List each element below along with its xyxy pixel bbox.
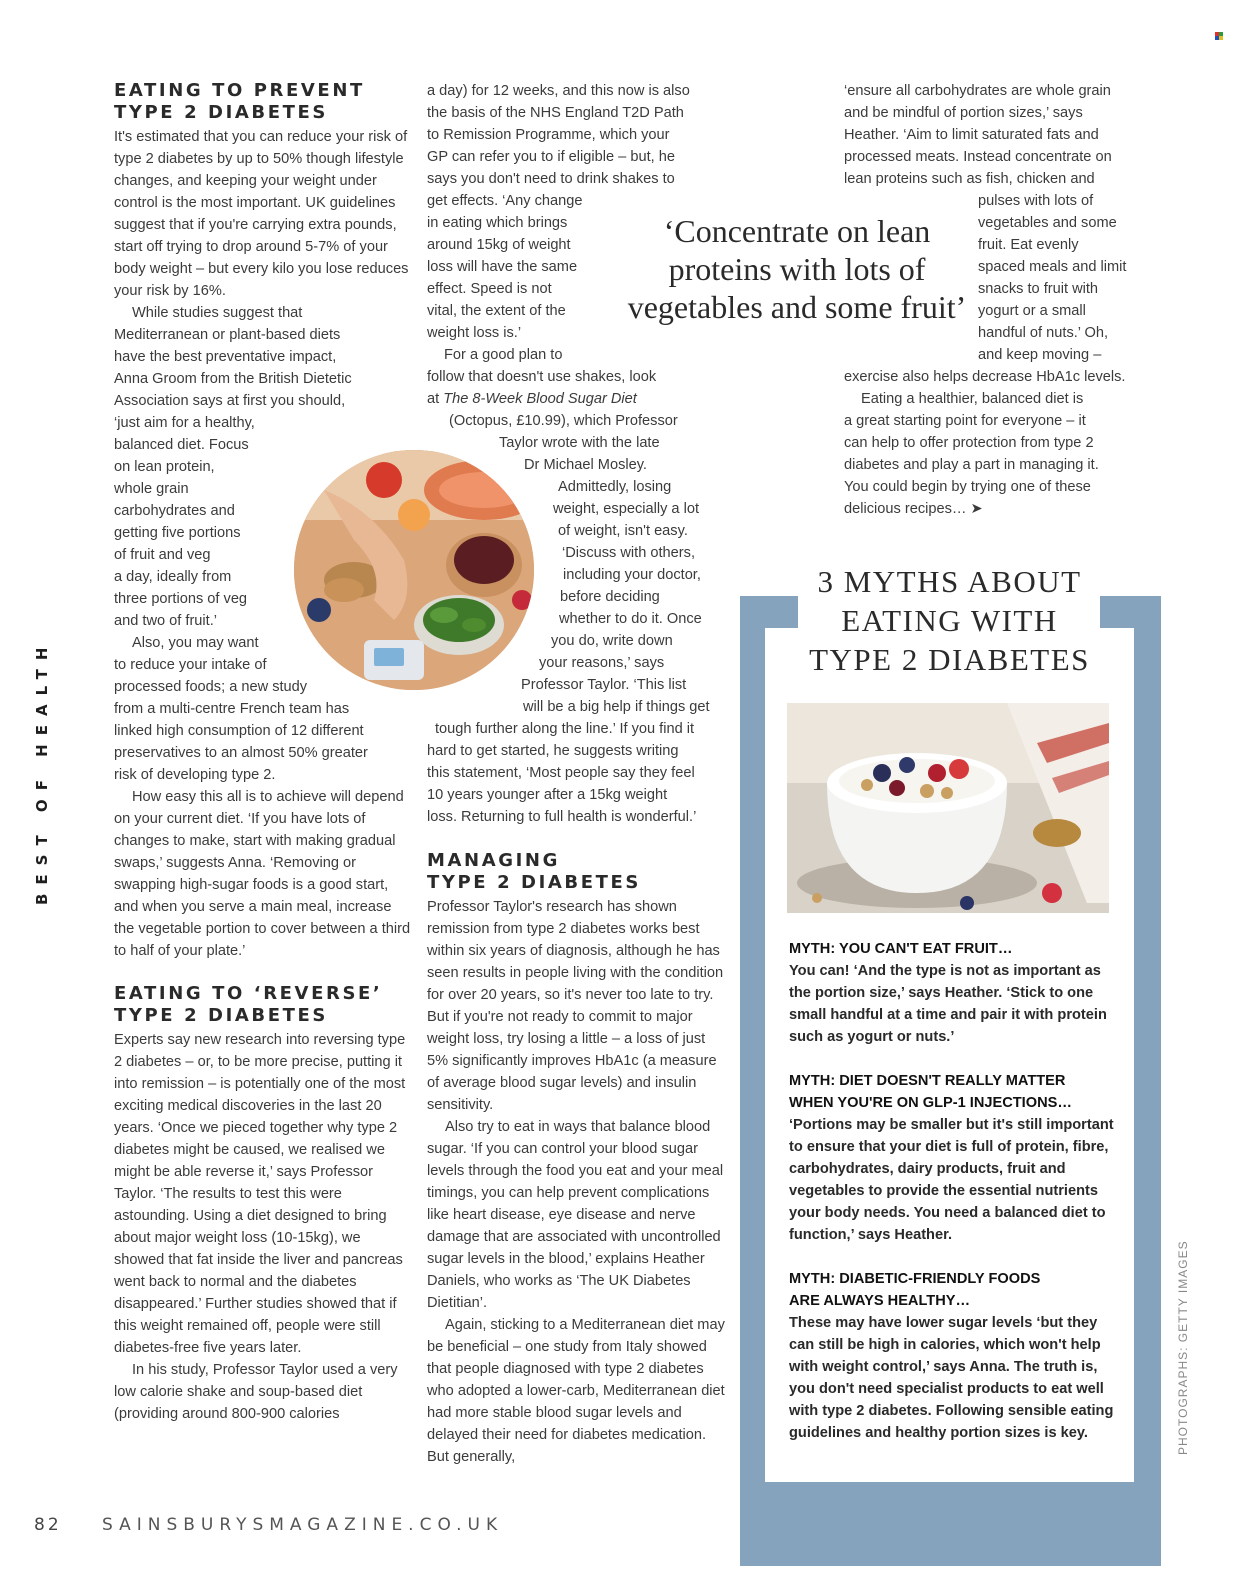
myth-item bbox=[789, 938, 1119, 1048]
yogurt-bowl-photo bbox=[787, 703, 1109, 913]
myth-item bbox=[789, 1070, 1119, 1246]
paragraph: Professor Taylor's research has shown remission from type 2 diabetes works best within six years of diagnosis, although he has seen results in people living with the condition for over 20 years, so it's never too late to try. But if you're not ready to commit to major weight loss, try losing a little – a loss of just 5% significantly improves HbA1c (a measure of average blood sugar levels) and insulin sensitivity. bbox=[427, 899, 724, 1113]
column-1: EATING TO PREVENT TYPE 2 DIABETES It's estimated that you can reduce your risk of type 2 diabetes by up to 50% though lifestyle changes, and keeping your weight under control is the most important. UK guidelines suggest that if you're carrying extra pounds, start off trying to drop around 5-7% of your body weight – but every kilo you lose reduces your risk by 16%. While studies suggest that Mediterranean or plant-based diets have the best preventative impact, Anna Groom from the British Dietetic Association says at first you should, ‘just aim for a healthy, balanced diet. Focus on lean protein, whole grain carbohydrates and getting five portions of fruit and veg a day, ideally from three portions of veg and two of fruit.’ Also, you may want to reduce your intake of processed foods; a new study from a multi-centre French team has linked high consumption of 12 different preservatives to an almost 50% greater risk of developing type 2. How easy this all is to achieve will depend on your current diet. ‘If you have lots of changes to make, start with making gradual swaps,’ suggests Anna. ‘Removing or swapping high-sugar foods is a good start, and when you serve a main meal, increase the vegetable portion to cover between a third to half of your plate.’ EATING TO ‘REVERSE’ TYPE 2 DIABETES Experts say new research into reversing type 2 diabetes – or, to be more precise, putting it into remission – is potentially one of the most exciting medical discoveries in the last 20 years. ‘Once we pieced together why type 2 diabetes might be caused, we realised we might be able reverse it,’ says Professor Taylor. ‘The results to test this were astounding. Using a diet designed to bring about major weight loss (10-15kg), we showed that fat inside the liver and pancreas went back to normal and the diabetes disappeared.’ Further studies showed that if this weight remained off, people were still diabetes-free five years later. In his study, Professor Taylor used a very low calorie shake and soup-based diet (providing around 800-900 calories bbox=[114, 80, 414, 1425]
column-2: a day) for 12 weeks, and this now is also the basis of the NHS England T2D Path to Remission Programme, which your GP can refer you to if eligible – but, he says you don't need to drink shakes to get effects. ‘Any change in eating which brings around 15kg of weight loss will have the same effect. Speed is not vital, the extent of the weight loss is.’ For a good plan to follow that doesn't use shakes, look at The 8-Week Blood Sugar Diet (Octopus, £10.99), which Professor Taylor wrote with the late Dr Michael Mosley. Admittedly, losing weight, especially a lot of weight, isn't easy. ‘Discuss with others, including your doctor, before deciding whether to do it. Once you do, write down your reasons,’ says Professor Taylor. ‘This list will be a big help if things get tough further along the line.’ If you find it hard to get started, he suggests writing this statement, ‘Most people say they feel 10 years younger after a 15kg weight loss. Returning to full health is wonderful.’ MANAGING TYPE 2 DIABETES Professor Taylor's research has shown remission from type 2 diabetes works best within six years of diagnosis, although he has seen results in people living with the condition for over 20 years, so it's never too late to try. But if you're not ready to commit to major weight loss, try losing a little – a loss of just 5% significantly improves HbA1c (a measure of average blood sugar levels) and insulin sensitivity. Also try to eat in ways that balance blood sugar. ‘If you can control your blood sugar levels through the food you eat and your meal timings, you can help prevent complications like heart disease, eye disease and nerve damage that are associated with uncontrolled sugar levels in the blood,’ explains Heather Daniels, who works as ‘The UK Diabetes Dietitian’. Again, sticking to a Mediterranean diet may be beneficial – one study from Italy showed that people diagnosed with type 2 diabetes who adopted a lower-carb, Mediterranean diet had more stable blood sugar levels and delayed their need for diabetes medication. But generally, bbox=[427, 80, 737, 1468]
paragraph: Also try to eat in ways that balance blood sugar. ‘If you can control your blood sugar levels through the food you eat and your meal timings, you can help prevent complications like heart disease, eye disease and nerve damage that are associated with uncontrolled sugar levels in the blood,’ explains Heather Daniels, who works as ‘The UK Diabetes Dietitian’. bbox=[427, 1119, 724, 1311]
pull-quote: ‘Concentrate on lean proteins with lots of vegetables and some fruit’ bbox=[627, 213, 967, 325]
myth-heading: MYTH: DIET DOESN'T REALLY MATTER WHEN YOU'RE ON GLP-1 INJECTIONS… bbox=[789, 1073, 1072, 1111]
site-url[interactable]: SAINSBURYSMAGAZINE.CO.UK bbox=[102, 1515, 504, 1535]
myth-heading: MYTH: DIABETIC-FRIENDLY FOODS ARE ALWAYS HEALTHY… bbox=[789, 1271, 1041, 1309]
yogurt-illustration bbox=[787, 703, 1109, 913]
paragraph: It's estimated that you can reduce your risk of type 2 diabetes by up to 50% though lifestyle changes, and keeping your weight under control is the most important. UK guidelines suggest that if you're carrying extra pounds, start off trying to drop around 5-7% of your body weight – but every kilo you lose reduces your risk by 16%. bbox=[114, 129, 409, 299]
colour-registration-mark bbox=[1215, 32, 1223, 40]
book-title: The 8-Week Blood Sugar Diet bbox=[443, 391, 637, 407]
recipes-link[interactable]: delicious recipes… ➤ bbox=[844, 501, 983, 517]
paragraph: How easy this all is to achieve will depend on your current diet. ‘If you have lots of changes to make, start with making gradual swaps,’ suggests Anna. ‘Removing or swapping high-sugar foods is a good start, and when you serve a main meal, increase the vegetable portion to cover between a third to half of your plate.’ bbox=[114, 789, 411, 959]
myth-item bbox=[789, 1268, 1119, 1444]
column-3: ‘ensure all carbohydrates are whole grain and be mindful of portion sizes,’ says Heather. ‘Aim to limit saturated fats and processed meats. Instead concentrate on lean proteins such as fish, chicken and pulses with lots of vegetables and some fruit. Eat evenly spaced meals and limit snacks to fruit with yogurt or a small handful of nuts.’ Oh, and keep moving – exercise also helps decrease HbA1c levels. Eating a healthier, balanced diet is a great starting point for everyone – it can help to offer protection from type 2 diabetes and play a part in managing it. You could begin by trying one of these delicious recipes… ➤ bbox=[844, 80, 1154, 520]
paragraph: Experts say new research into reversing type 2 diabetes – or, to be more precise, putting it into remission – is potentially one of the most exciting medical discoveries in the last 20 years. ‘Once we pieced together why type 2 diabetes might be caused, we realised we might be able reverse it,’ says Professor Taylor. ‘The results to test this were astounding. Using a diet designed to bring about major weight loss (10-15kg), we showed that fat inside the liver and pancreas went back to normal and the diabetes disappeared.’ Further studies showed that if this weight remained off, people were still diabetes-free five years later. bbox=[114, 1032, 406, 1356]
heading-reverse: EATING TO ‘REVERSE’ TYPE 2 DIABETES bbox=[114, 983, 383, 1026]
myth-body: You can! ‘And the type is not as important as the portion size,’ says Heather. ‘Stick to one small handful at a time and pair it with protein such as yogurt or nuts.’ bbox=[789, 963, 1107, 1045]
heading-prevent: EATING TO PREVENT TYPE 2 DIABETES bbox=[114, 80, 365, 123]
myth-body: ‘Portions may be smaller but it's still important to ensure that your diet is full of protein, fibre, carbohydrates, dairy products, fruit and vegetables to provide the essential nutrients your body needs. You need a balanced diet to function,’ says Heather. bbox=[789, 1117, 1114, 1243]
heading-managing: MANAGING TYPE 2 DIABETES bbox=[427, 850, 641, 893]
paragraph: In his study, Professor Taylor used a very low calorie shake and soup-based diet (providing around 800-900 calories bbox=[114, 1362, 398, 1422]
photo-credit: PHOTOGRAPHS: GETTY IMAGES bbox=[1176, 1240, 1190, 1455]
paragraph: While studies suggest that bbox=[132, 305, 303, 321]
myths-list bbox=[789, 938, 1119, 1466]
page-number: 82 bbox=[34, 1515, 62, 1535]
myths-title: 3 MYTHS ABOUT EATING WITH TYPE 2 DIABETES bbox=[809, 564, 1090, 677]
myth-heading: MYTH: YOU CAN'T EAT FRUIT… bbox=[789, 941, 1013, 957]
myth-body: These may have lower sugar levels ‘but they can still be high in calories, which won't help with weight control,’ says Anna. The truth is, you don't need specialist products to eat well with type 2 diabetes. Following sensible eating guidelines and healthy portion sizes is key. bbox=[789, 1315, 1114, 1441]
section-label: BEST OF HEALTH bbox=[33, 638, 51, 905]
paragraph: Again, sticking to a Mediterranean diet may be beneficial – one study from Italy showed that people diagnosed with type 2 diabetes who adopted a lower-carb, Mediterranean diet had more stable blood sugar levels and delayed their need for diabetes medication. But generally, bbox=[427, 1317, 725, 1465]
